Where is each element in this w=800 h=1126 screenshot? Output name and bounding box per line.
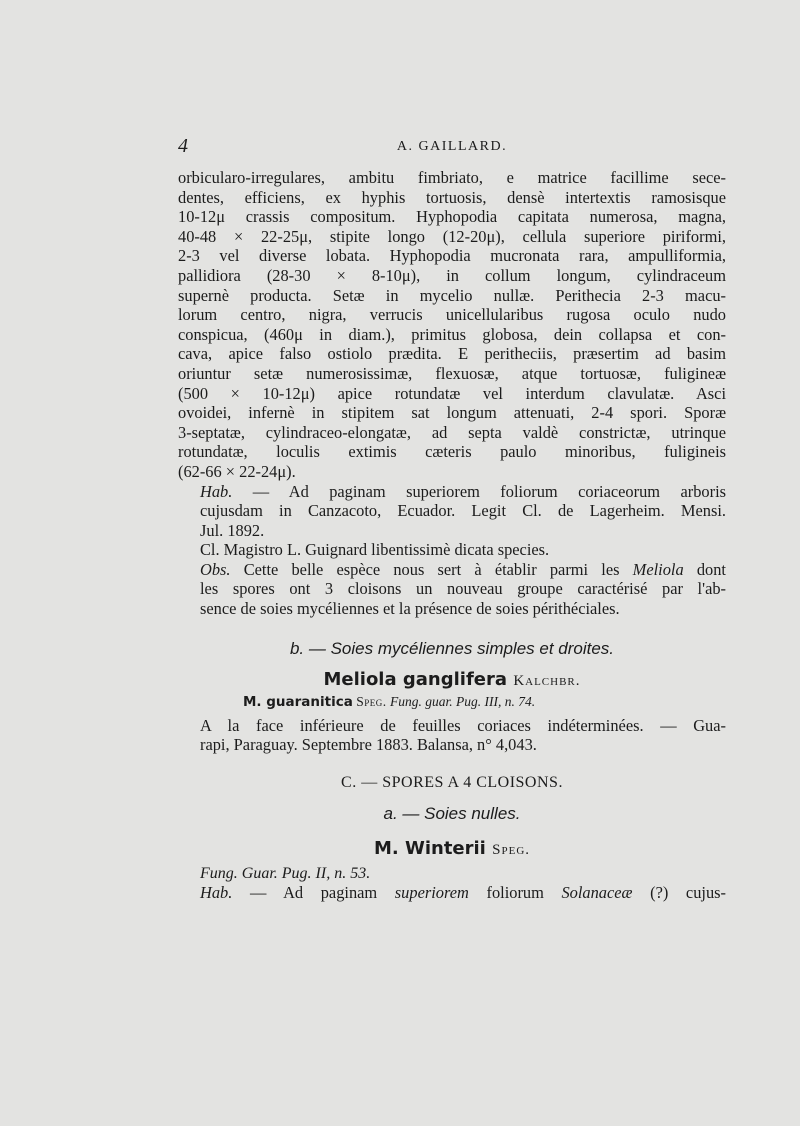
genus-name: Meliola bbox=[632, 559, 684, 579]
species-name: Meliola ganglifera bbox=[323, 668, 508, 690]
text-block bbox=[178, 168, 726, 902]
habitat-paragraph bbox=[178, 482, 726, 541]
description-line: orbicularo-irregulares, ambitu fimbriato, e matrice facillime sece- bbox=[178, 168, 726, 187]
obs-line: sence de soies mycéliennes et la présence de soies périthéciales. bbox=[200, 599, 620, 619]
habitat-line: Hab. — Ad paginam superiorem foliorum Solanaceæ (?) cujus- bbox=[200, 882, 726, 902]
description-line: pallidiora (28-30 × 8-10μ), in collum longum, cylindraceum bbox=[178, 265, 726, 285]
synonym-author: Speg. bbox=[356, 693, 387, 709]
description-line: oriuntur setæ numerosissimæ, flexuosæ, atque tortuosæ, fuligineæ bbox=[178, 363, 726, 383]
species-author: Speg. bbox=[492, 841, 531, 858]
description-line: dentes, efficiens, ex hyphis tortuosis, densè intertextis ramosisque bbox=[178, 187, 726, 207]
description-line: rotundatæ, loculis extimis cæteris paulo minoribus, fuligineis bbox=[178, 442, 726, 462]
description-line: ovoidei, infernè in stipitem sat longum attenuati, 2-4 spori. Sporæ bbox=[178, 403, 726, 423]
obs-label: Obs. bbox=[200, 559, 231, 579]
description-line: (62-66 × 22-24μ). bbox=[178, 461, 296, 481]
running-head: A. GAILLARD. bbox=[396, 139, 508, 154]
species-heading bbox=[178, 838, 726, 859]
habitat-line: Jul. 1892. bbox=[200, 520, 265, 540]
description-line: lorum centro, nigra, verrucis unicellularibus rugosa oculo nudo bbox=[178, 305, 726, 325]
description-line: conspicua, (460μ in diam.), primitus globosa, dein collapsa et con- bbox=[178, 324, 726, 344]
dedication: Cl. Magistro L. Guignard libentissimè dicata species. bbox=[200, 540, 550, 560]
species-habitat: A la face inférieure de feuilles coriaces indéterminées. — Gua- rapi, Paraguay. Septembre 1883. Balansa, n° 4,043. bbox=[200, 715, 726, 755]
obs-line: les spores ont 3 cloisons un nouveau groupe caractérisé par l'ab- bbox=[200, 579, 726, 599]
species-heading bbox=[178, 669, 726, 690]
observation-paragraph bbox=[178, 560, 726, 619]
section-heading-c: C. — SPORES A 4 CLOISONS. bbox=[341, 773, 563, 791]
habitat-paragraph bbox=[178, 883, 726, 903]
section-heading-a: a. — Soies nulles. bbox=[383, 803, 521, 823]
description-line: 40-48 × 22-25μ, stipite longo (12-20μ), cellula superiore piriformi, bbox=[178, 226, 726, 246]
description-line: (500 × 10-12μ) apice rotundatæ vel interdum clavulatæ. Asci bbox=[178, 383, 726, 403]
habitat-line: cujusdam in Canzacoto, Ecuador. Legit Cl. de Lagerheim. Mensi. bbox=[200, 501, 726, 521]
synonym-line bbox=[243, 694, 726, 710]
obs-line: Obs. Cette belle espèce nous sert à établir parmi les Meliola dont bbox=[200, 559, 726, 579]
description-line: 10-12μ crassis compositum. Hyphopodia capitata numerosa, magna, bbox=[178, 207, 726, 227]
species-author: Kalchbr. bbox=[513, 672, 581, 689]
description-line: 3-septatæ, cylindraceo-elongatæ, ad septa valdè constrictæ, utrinque bbox=[178, 422, 726, 442]
habitat-line: Hab. — Ad paginam superiorem foliorum coriaceorum arboris bbox=[200, 481, 726, 501]
synonym-name: M. guaranitica bbox=[243, 693, 353, 710]
synonym-reference: Fung. guar. Pug. III, n. 74. bbox=[390, 693, 536, 709]
hab-label: Hab. bbox=[200, 882, 233, 902]
species-description bbox=[178, 168, 726, 482]
description-line: 2-3 vel diverse lobata. Hyphopodia mucronata rara, ampulliformia, bbox=[178, 246, 726, 266]
description-line: cava, apice falso ostiolo prædita. E peritheciis, præsertim ad basim bbox=[178, 344, 726, 364]
species-reference: Fung. Guar. Pug. II, n. 53. bbox=[200, 864, 371, 882]
description-line: supernè producta. Setæ in mycelio nullæ. Perithecia 2-3 macu- bbox=[178, 285, 726, 305]
section-heading-b: b. — Soies mycéliennes simples et droites. bbox=[289, 638, 615, 658]
species-name: M. Winterii bbox=[373, 837, 486, 859]
page-header bbox=[178, 135, 726, 161]
page-number: 4 bbox=[178, 135, 188, 157]
hab-label: Hab. bbox=[200, 481, 233, 501]
